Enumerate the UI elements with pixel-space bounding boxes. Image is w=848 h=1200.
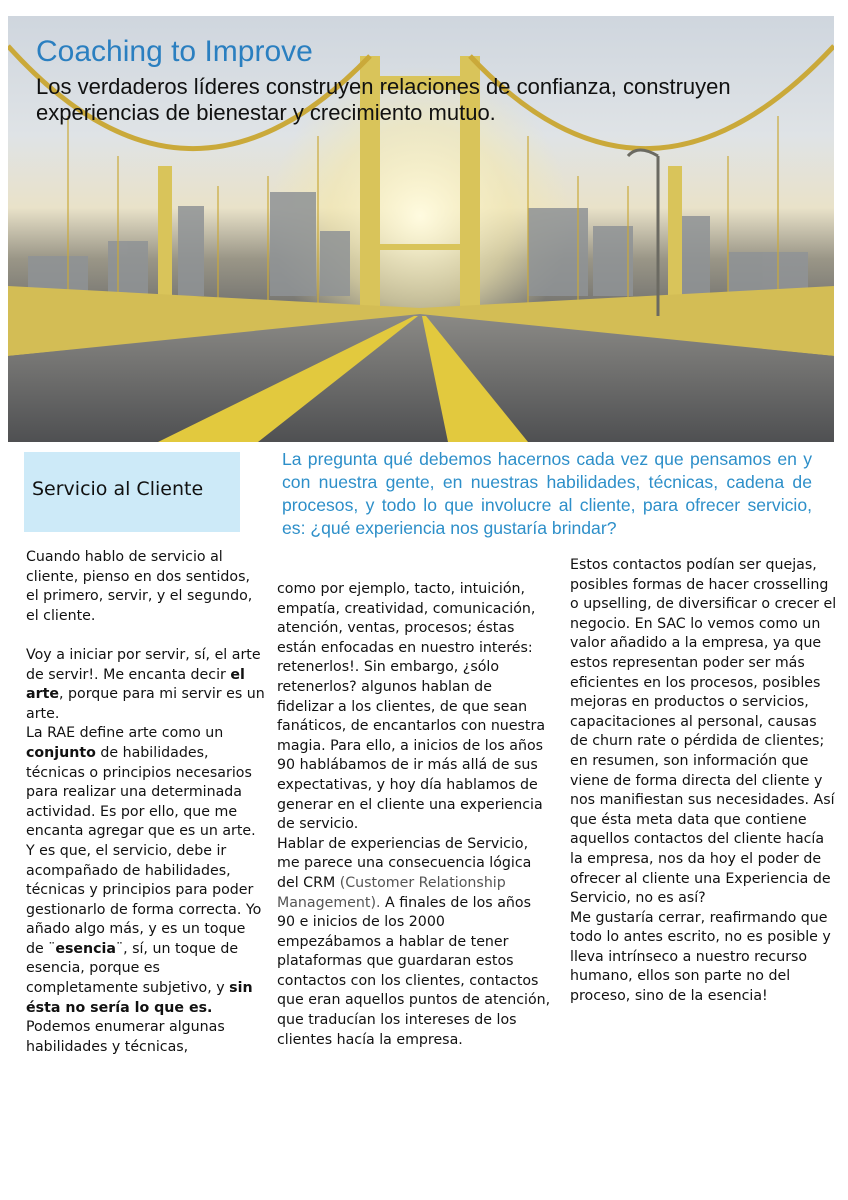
bold-text: sin ésta no sería lo que es. — [26, 980, 253, 1016]
text-run: Hablar de experiencias de Servicio, me parece una consecuencia lógica del CRM — [277, 835, 532, 891]
bold-text: conjunto — [26, 744, 96, 761]
text-run: de habilidades, técnicas o principios necesarios para realizar una determinada actividad. Es por ello, que me encanta agregar que es un arte. Y es que, el servicio, debe ir acompañado de habilidades, técnicas y principios para poder gestionarlo de forma correcta. Yo añado algo más, y es un toque de ¨ — [26, 744, 262, 957]
section-heading-box — [24, 452, 240, 532]
text-run: Voy a iniciar por servir, sí, el arte de servir!. Me encanta decir — [26, 646, 261, 683]
text-run: , porque para mi servir es un arte. — [26, 686, 265, 722]
text-run: A finales de los años 90 e inicios de los 2000 empezábamos a hablar de tener plataformas que guardaran estos contactos con los clientes, contactos que eran aquellos puntos de atención, que traducían los intereses de los clientes hacía la empresa. — [277, 894, 551, 1048]
bold-text: el arte — [26, 666, 245, 703]
paragraph: Estos contactos podían ser quejas, posibles formas de hacer crosselling o upselling, de diversificar o crecer el negocio. En SAC lo vemos como un valor añadido a la empresa, ya que estos representan poder ser más eficientes en los procesos, posibles mejoras en productos o servicios, capacitaciones al personal, causas de churn rate o pérdida de clientes; en resumen, son información que viene de forma directa del cliente y nos manifiestan sus necesidades. Así que ésta meta data que contiene aquellos contactos del cliente hacía la empresa, nos da hoy el poder de ofrecer al cliente una Experiencia de Servicio, no es así? — [570, 557, 837, 907]
paragraph: como por ejemplo, tacto, intuición, empatía, creatividad, comunicación, atención, ventas, procesos; éstas están enfocadas en nuestro interés: retenerlos!. Sin embargo, ¿sólo retenerlos? algunos hablan de fidelizar a los clientes, de que sean fanáticos, de encantarlos con nuestra magia. Para ello, a inicios de los años 90 hablábamos de ir más allá de sus expectativas, y hoy día hablamos de generar en el cliente una experiencia de servicio. — [277, 581, 546, 833]
paragraph: Me gustaría cerrar, reafirmando que todo lo antes escrito, no es posible y lleva intrínseco a nuestro recurso humano, ellos son parte no del proceso, sino de la esencia! — [570, 909, 831, 1005]
paragraph — [26, 646, 266, 724]
paragraph — [277, 835, 551, 1051]
lead-quote: La pregunta qué debemos hacernos cada vez que pensamos en y con nuestra gente, en nuestras habilidades, técnicas, cadena de procesos, y todo lo que involucre al cliente, para ofrecer servicio, es: ¿qué experiencia nos gustaría brindar? — [282, 449, 812, 538]
page-subtitle: Los verdaderos líderes construyen relaciones de confianza, construyen experiencias de bienestar y crecimiento mutuo. — [36, 74, 731, 125]
text-run: ¨, sí, un toque de esencia, porque es completamente subjetivo, y — [26, 940, 239, 997]
column-1 — [26, 548, 266, 1057]
page-title: Coaching to Improve — [36, 35, 313, 68]
crm-expansion: (Customer Relationship Management). — [277, 874, 506, 911]
paragraph — [26, 724, 266, 1018]
text-run: La RAE define arte como un — [26, 725, 224, 742]
hero-image — [8, 16, 834, 442]
column-2 — [277, 580, 551, 1050]
bold-text: esencia — [55, 940, 116, 957]
section-title: Servicio al Cliente — [32, 478, 204, 500]
paragraph: Podemos enumerar algunas habilidades y técnicas, — [26, 1019, 225, 1055]
paragraph: Cuando hablo de servicio al cliente, pienso en dos sentidos, el primero, servir, y el segundo, el cliente. — [26, 549, 253, 624]
column-3 — [570, 556, 838, 1007]
